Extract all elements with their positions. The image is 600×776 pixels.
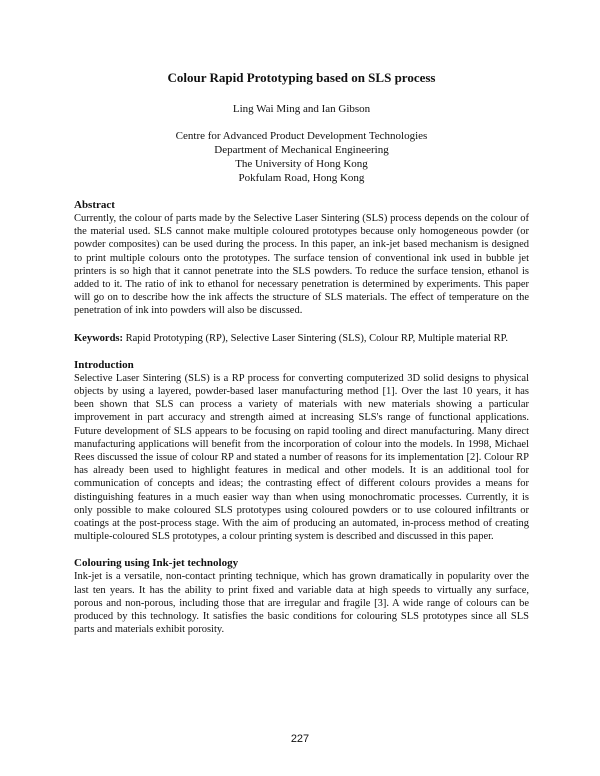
affiliation-line: The University of Hong Kong — [235, 158, 368, 170]
affiliation — [74, 129, 529, 185]
page-number: 227 — [290, 733, 310, 745]
abstract-section — [74, 199, 529, 318]
inkjet-body: Ink-jet is a versatile, non-contact printing technique, which has grown dramatically in popularity over the last ten years. It has the ability to print fixed and variable data at high speeds to virtually any surface, porous and non-porous, including those that are irregular and fragile [3]. A wide range of colours can be produced by this technology. It satisfies the basic conditions for colouring SLS prototypes since all SLS parts and materials exhibit porosity. — [74, 571, 529, 636]
paper-title: Colour Rapid Prototyping based on SLS process — [167, 70, 436, 85]
introduction-heading: Introduction — [74, 358, 134, 371]
introduction-section — [74, 359, 529, 544]
abstract-body: Currently, the colour of parts made by the Selective Laser Sintering (SLS) process depends on the colour of the material used. SLS cannot make multiple coloured prototypes because only homogeneous powder (or powder composites) can be used during the process. In this paper, an ink-jet based mechanism is designed to print multiple colours onto the prototypes. The surface tension of conventional ink used in bubble jet printers is so high that it cannot penetrate into the SLS powders. To reduce the surface tension, ethanol is added to it. The ratio of ink to ethanol for necessary penetration is determined by experiments. This paper will go on to describe how the ink affects the structure of SLS materials. The effect of temperature on the penetration of ink into powders will also be discussed. — [74, 213, 529, 317]
introduction-body: Selective Laser Sintering (SLS) is a RP process for converting computerized 3D solid designs to physical objects by using a layered, powder-based laser manufacturing method [1]. Over the last 10 years, it has been shown that SLS can process a variety of materials with new materials showing a particular improvement in part accuracy and strength aimed at increasing SLS's range of functional applications. Future development of SLS appears to be focusing on rapid tooling and direct manufacturing. Many direct manufacturing applications will benefit from the incorporation of colour into the models. In 1998, Michael Rees discussed the issue of colour RP and stated a number of reasons for its implementation [2]. Colour RP has already been used to highlight features in medical and other models. It is an additional tool for communication of concepts and ideas; the contrasting effect of different colours provides a means for distinguishing features in a much easier way than when using monochromatic processes. Currently, it is only possible to make coloured SLS prototypes using coloured powders or to use coloured infiltrants or coatings at the post-process stage. With the aim of producing an automated, in-process method of creating multiple-coloured SLS prototypes, a colour printing system is described and discussed in this paper. — [74, 372, 529, 543]
affiliation-line: Centre for Advanced Product Development Technologies — [175, 130, 428, 142]
paper-page — [74, 70, 529, 636]
abstract-heading: Abstract — [74, 199, 115, 211]
affiliation-line: Pokfulam Road, Hong Kong — [238, 172, 365, 184]
affiliation-line: Department of Mechanical Engineering — [214, 144, 389, 156]
inkjet-heading: Colouring using Ink-jet technology — [74, 557, 239, 570]
keywords-label: Keywords: — [74, 332, 123, 344]
inkjet-section — [74, 557, 529, 636]
authors: Ling Wai Ming and Ian Gibson — [232, 103, 371, 115]
keywords-text: Rapid Prototyping (RP), Selective Laser Sintering (SLS), Colour RP, Multiple material RP. — [125, 332, 508, 344]
keywords-section — [74, 332, 529, 345]
